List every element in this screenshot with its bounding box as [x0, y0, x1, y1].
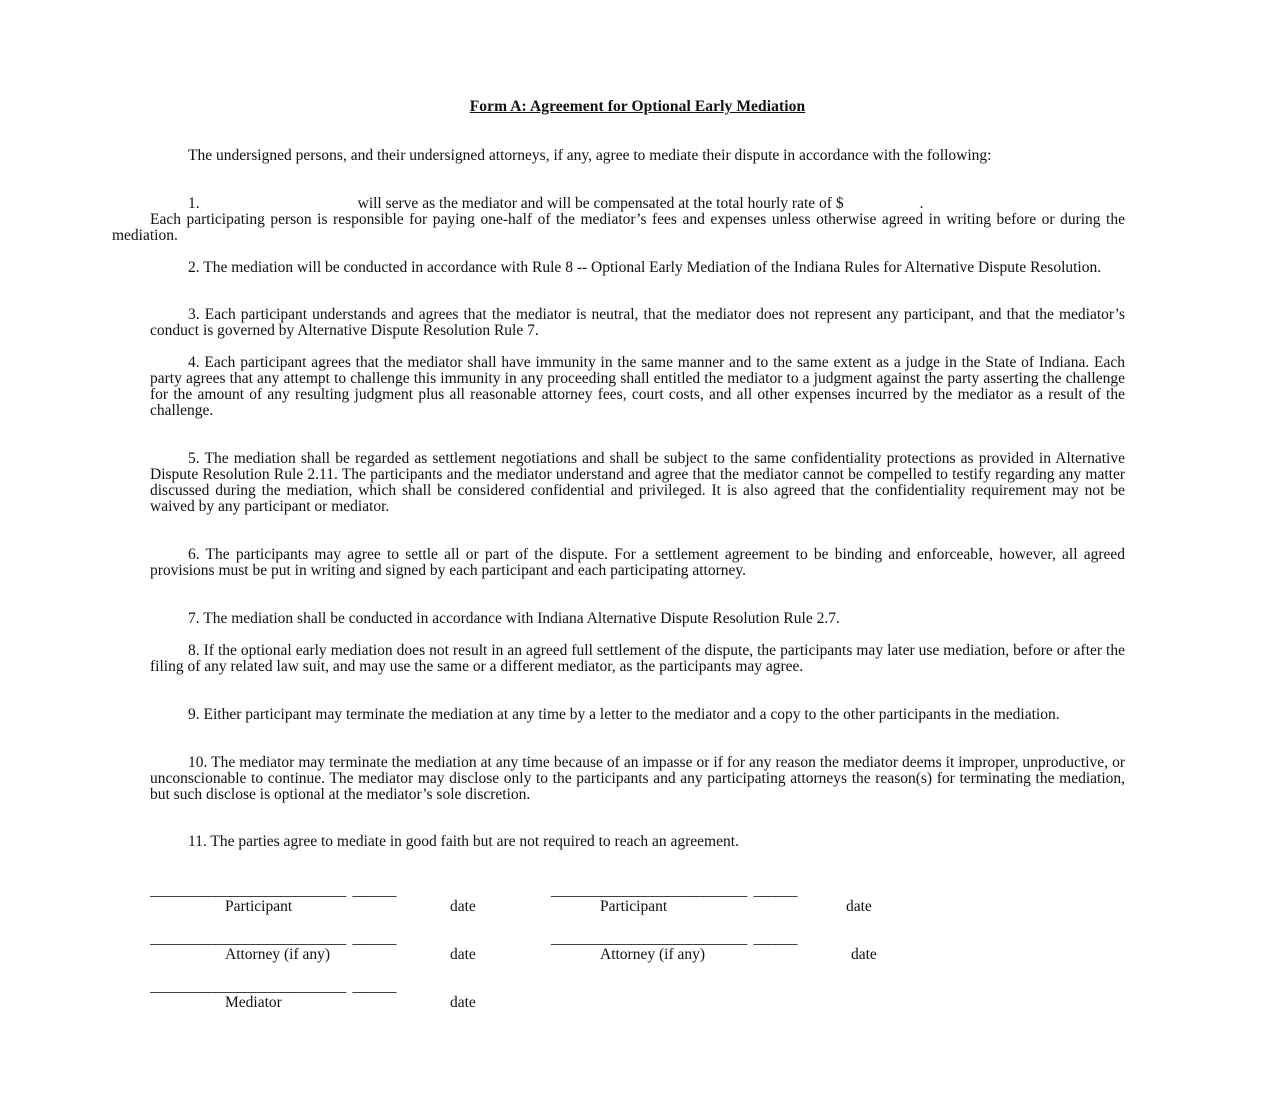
intro-paragraph: The undersigned persons, and their undersigned attorneys, if any, agree to mediate their dispute in accordance with the following:: [188, 147, 992, 164]
item-1-paragraph: [112, 195, 1125, 244]
attorney-2-label: Attorney (if any): [600, 946, 706, 963]
mediator-label: Mediator: [225, 994, 282, 1011]
item-9-paragraph: 9. Either participant may terminate the mediation at any time by a letter to the mediator and a copy to the other participants in the mediation.: [188, 706, 1060, 723]
item-2-paragraph: 2. The mediation will be conducted in accordance with Rule 8 -- Optional Early Mediation of the Indiana Rules for Alternative Dispute Resolution.: [188, 259, 1102, 276]
item-5-paragraph: 5. The mediation shall be regarded as settlement negotiations and shall be subject to the same confidentiality protections as provided in Alternative Dispute Resolution Rule 2.11. The participants and the mediator understand and agree that the mediator cannot be compelled to testify regarding any matter discussed during the mediation, which shall be considered confidential and privileged. It is also agreed that the confidentiality requirement may not be waived by any participant or mediator.: [150, 450, 1125, 515]
item-1-text-b: .: [919, 195, 924, 212]
mediator-signature-line: ___________________________ ______: [150, 978, 396, 995]
form-title: Form A: Agreement for Optional Early Mediation: [469, 98, 806, 115]
item-1-text-a: will serve as the mediator and will be compensated at the total hourly rate of $: [357, 195, 844, 212]
attorney-2-signature-line: ___________________________ ______: [551, 930, 797, 947]
participant-1-date-label: date: [450, 898, 476, 915]
participant-2-date-label: date: [846, 898, 872, 915]
item-3-paragraph: 3. Each participant understands and agrees that the mediator is neutral, that the mediator does not represent any participant, and that the mediator’s conduct is governed by Alternative Dispute Resolution Rule 7.: [150, 306, 1125, 339]
participant-1-label: Participant: [225, 898, 293, 915]
participant-1-signature-line: ___________________________ ______: [150, 882, 396, 899]
item-4-paragraph: 4. Each participant agrees that the mediator shall have immunity in the same manner and to the same extent as a judge in the State of Indiana. Each party agrees that any attempt to challenge this immunity in any proceeding shall entitled the mediator to a judgment against the party asserting the challenge for the amount of any resulting judgment plus all reasonable attorney fees, court costs, and all other expenses incurred by the mediator as a result of the challenge.: [150, 354, 1125, 419]
attorney-1-signature-line: ___________________________ ______: [150, 930, 396, 947]
mediator-date-label: date: [450, 994, 476, 1011]
item-8-paragraph: 8. If the optional early mediation does not result in an agreed full settlement of the dispute, the participants may later use mediation, before or after the filing of any related law suit, and may use the same or a different mediator, as the participants may agree.: [150, 642, 1125, 675]
attorney-2-date-label: date: [851, 946, 877, 963]
item-1-number: 1.: [188, 195, 200, 212]
attorney-1-label: Attorney (if any): [225, 946, 331, 963]
item-1-text-c: Each participating person is responsible for paying one-half of the mediator’s fees and expenses unless otherwise agreed in writing before or during the mediation.: [112, 211, 1125, 244]
attorney-1-date-label: date: [450, 946, 476, 963]
item-6-paragraph: 6. The participants may agree to settle all or part of the dispute. For a settlement agreement to be binding and enforceable, however, all agreed provisions must be put in writing and signed by each participant and each participating attorney.: [150, 546, 1125, 579]
item-7-paragraph: 7. The mediation shall be conducted in accordance with Indiana Alternative Dispute Resolution Rule 2.7.: [188, 610, 840, 627]
participant-2-label: Participant: [600, 898, 668, 915]
item-11-paragraph: 11. The parties agree to mediate in good faith but are not required to reach an agreement.: [188, 833, 739, 850]
participant-2-signature-line: ___________________________ ______: [551, 882, 797, 899]
item-10-paragraph: 10. The mediator may terminate the mediation at any time because of an impasse or if for any reason the mediator deems it improper, unproductive, or unconscionable to continue. The mediator may disclose only to the participants and any participating attorneys the reason(s) for terminating the mediation, but such disclose is optional at the mediator’s sole discretion.: [150, 754, 1125, 803]
